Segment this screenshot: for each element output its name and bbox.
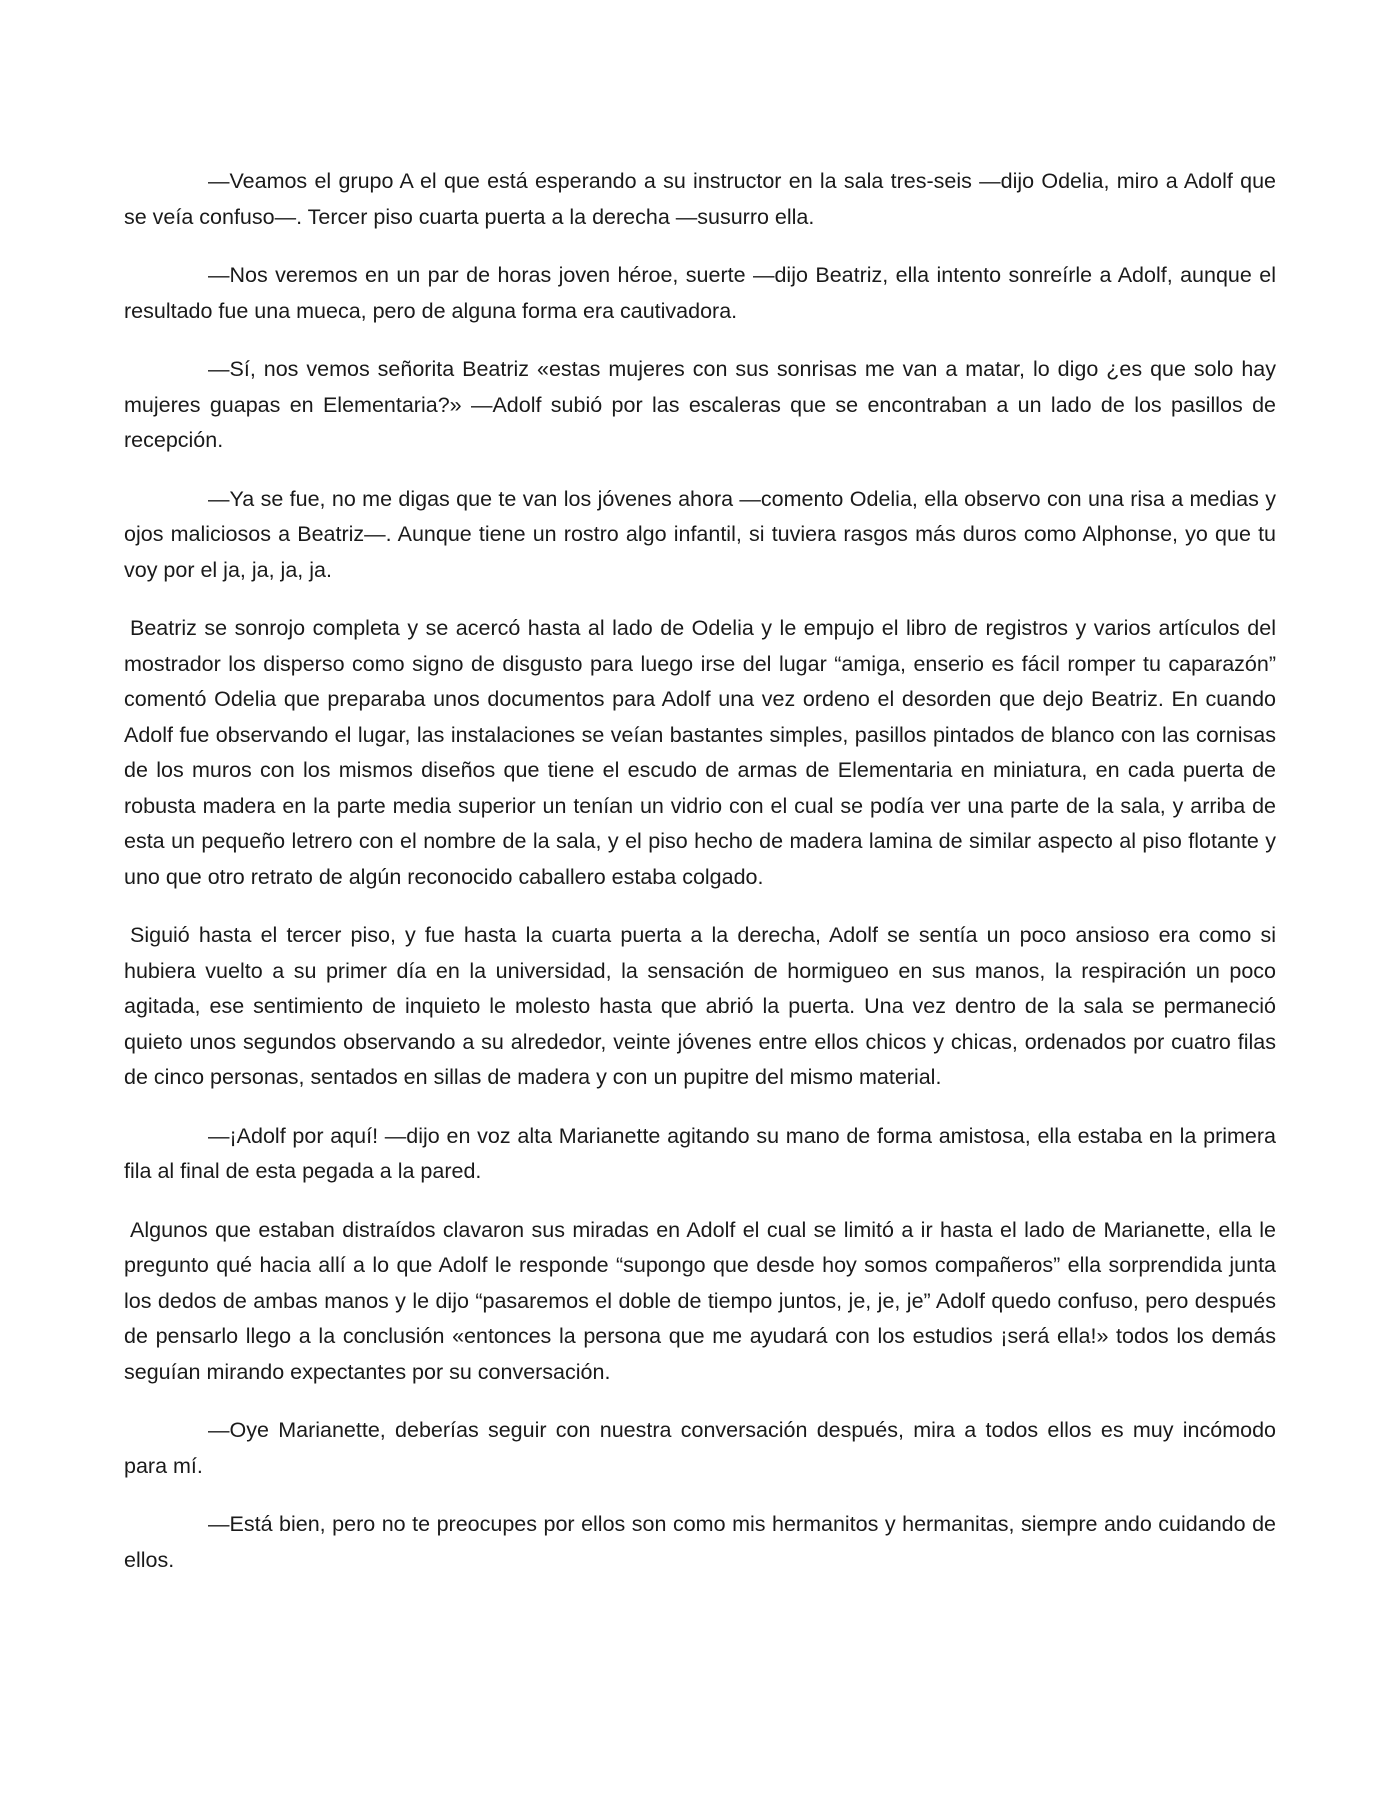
paragraph: Siguió hasta el tercer piso, y fue hasta la cuarta puerta a la derecha, Adolf se sentía un poco ansioso era como si hubiera vuelto a su primer día en la universidad, la sensación de hormigueo en sus manos, la respiración un poco agitada, ese sentimiento de inquieto le molesto hasta que abrió la puerta. Una vez dentro de la sala se permaneció quieto unos segundos observando a su alrededor, veinte jóvenes entre ellos chicos y chicas, ordenados por cuatro filas de cinco personas, sentados en sillas de madera y con un pupitre del mismo material. bbox=[124, 923, 1276, 1089]
paragraph: —¡Adolf por aquí! —dijo en voz alta Marianette agitando su mano de forma amistosa, ella estaba en la primera fila al final de esta pegada a la pared. bbox=[124, 1123, 1276, 1183]
document-page bbox=[124, 164, 1276, 1601]
paragraph: —Oye Marianette, deberías seguir con nuestra conversación después, mira a todos ellos es muy incómodo para mí. bbox=[124, 1418, 1276, 1478]
paragraph: —Veamos el grupo A el que está esperando a su instructor en la sala tres-seis —dijo Odelia, miro a Adolf que se veía confuso—. Tercer piso cuarta puerta a la derecha —susurro ella. bbox=[124, 169, 1276, 229]
paragraph: —Nos veremos en un par de horas joven héroe, suerte —dijo Beatriz, ella intento sonreírle a Adolf, aunque el resultado fue una mueca, pero de alguna forma era cautivadora. bbox=[124, 263, 1276, 323]
paragraph: —Ya se fue, no me digas que te van los jóvenes ahora —comento Odelia, ella observo con una risa a medias y ojos maliciosos a Beatriz—. Aunque tiene un rostro algo infantil, si tuviera rasgos más duros como Alphonse, yo que tu voy por el ja, ja, ja, ja. bbox=[124, 486, 1276, 582]
paragraph: Algunos que estaban distraídos clavaron sus miradas en Adolf el cual se limitó a ir hasta el lado de Marianette, ella le pregunto qué hacia allí a lo que Adolf le responde “supongo que desde hoy somos compañeros” ella sorprendida junta los dedos de ambas manos y le dijo “pasaremos el doble de tiempo juntos, je, je, je” Adolf quedo confuso, pero después de pensarlo llego a la conclusión «entonces la persona que me ayudará con los estudios ¡será ella!» todos los demás seguían mirando expectantes por su conversación. bbox=[124, 1217, 1276, 1384]
paragraph: —Está bien, pero no te preocupes por ellos son como mis hermanitos y hermanitas, siempre ando cuidando de ellos. bbox=[124, 1512, 1276, 1572]
paragraph: —Sí, nos vemos señorita Beatriz «estas mujeres con sus sonrisas me van a matar, lo digo ¿es que solo hay mujeres guapas en Elementaria?» —Adolf subió por las escaleras que se encontraban a un lado de los pasillos de recepción. bbox=[124, 357, 1276, 452]
paragraph: Beatriz se sonrojo completa y se acercó hasta al lado de Odelia y le empujo el libro de registros y varios artículos del mostrador los disperso como signo de disgusto para luego irse del lugar “amiga, enserio es fácil romper tu caparazón” comentó Odelia que preparaba unos documentos para Adolf una vez ordeno el desorden que dejo Beatriz. En cuando Adolf fue observando el lugar, las instalaciones se veían bastantes simples, pasillos pintados de blanco con las cornisas de los muros con los mismos diseños que tiene el escudo de armas de Elementaria en miniatura, en cada puerta de robusta madera en la parte media superior un tenían un vidrio con el cual se podía ver una parte de la sala, y arriba de esta un pequeño letrero con el nombre de la sala, y el piso hecho de madera lamina de similar aspecto al piso flotante y uno que otro retrato de algún reconocido caballero estaba colgado. bbox=[124, 616, 1276, 889]
